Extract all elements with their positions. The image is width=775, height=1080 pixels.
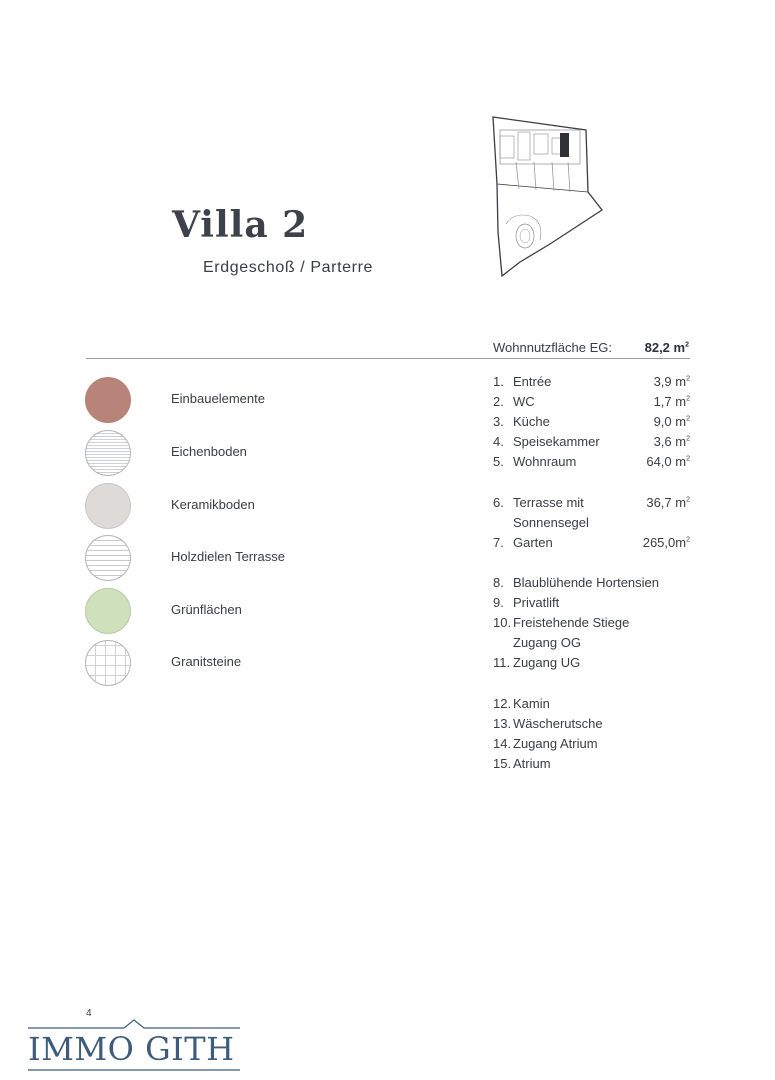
list-item: 9. Privatlift: [493, 595, 560, 610]
list-item: 1. Entrée 3,9 $m^2$: [493, 374, 690, 389]
legend-item-keramikboden: [85, 483, 385, 529]
list-item: Zugang OG: [513, 635, 581, 650]
swatch-granitsteine: [85, 640, 131, 686]
swatch-holzdielen: [85, 535, 131, 581]
page-title: Villa 2: [172, 204, 309, 246]
list-item: 10. Freistehende Stiege: [493, 615, 630, 630]
legend-item-gruenflaechen: [85, 588, 385, 634]
legend-item-granitsteine: [85, 640, 385, 686]
list-item: 15. Atrium: [493, 756, 551, 771]
header-divider: [86, 358, 690, 359]
list-item: 3. Küche 9,0 $m^2$: [493, 414, 690, 429]
swatch-einbauelemente: [85, 377, 131, 423]
legend-item-eichenboden: [85, 430, 385, 476]
list-item: 12. Kamin: [493, 696, 550, 711]
list-item: 5. Wohnraum 64,0 $m^2$: [493, 454, 690, 469]
page-subtitle: Erdgeschoß / Parterre: [203, 259, 373, 276]
legend-label: Grünflächen: [171, 602, 242, 617]
legend-label: Einbauelemente: [171, 391, 265, 406]
legend-label: Granitsteine: [171, 654, 242, 669]
list-item: 6. Terrasse mit 36,7 $m^2$: [493, 495, 690, 510]
legend-label: Eichenboden: [171, 444, 247, 459]
legend-label: Holzdielen Terrasse: [171, 549, 285, 564]
swatch-keramikboden: [85, 483, 131, 529]
list-item: Sonnensegel: [513, 515, 589, 530]
list-item: 8. Blaublühende Hortensien: [493, 575, 659, 590]
floor-plan-key-image: [488, 112, 608, 282]
legend-item-holzdielen: [85, 535, 385, 581]
swatch-gruenflaechen: [85, 588, 131, 634]
page-number: 4: [86, 1008, 92, 1019]
list-item: 11. Zugang UG: [493, 655, 581, 670]
living-area-label: Wohnnutzfläche EG:: [493, 340, 612, 355]
legend-label: Keramikboden: [171, 497, 255, 512]
swatch-eichenboden: [85, 430, 131, 476]
logo-text: IMMO GITH: [28, 1030, 235, 1068]
legend-item-einbauelemente: [85, 377, 385, 423]
list-item: 14. Zugang Atrium: [493, 736, 598, 751]
living-area-value: 82,2 $m^2$: [644, 340, 689, 355]
list-item: 7. Garten $265,0m^2$: [493, 535, 690, 550]
list-item: 2. WC 1,7 $m^2$: [493, 394, 690, 409]
list-item: 4. Speisekammer 3,6 $m^2$: [493, 434, 690, 449]
list-item: 13. Wäscherutsche: [493, 716, 603, 731]
company-logo: [28, 1018, 240, 1072]
